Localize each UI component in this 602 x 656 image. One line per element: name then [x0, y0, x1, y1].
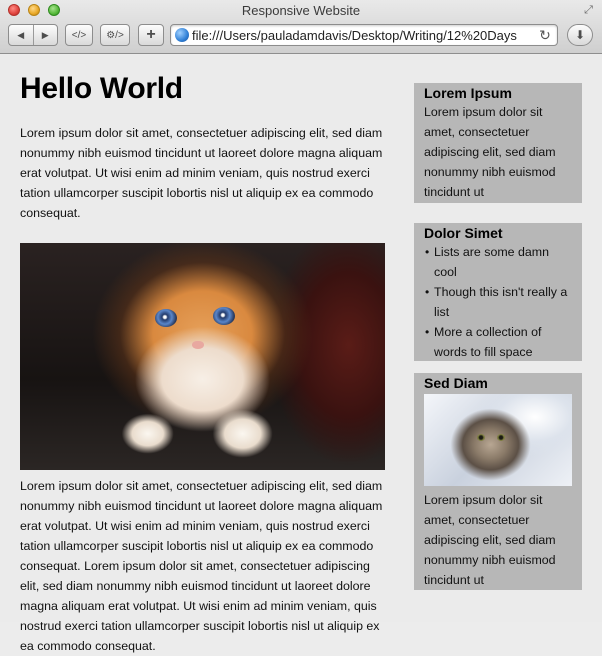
add-bookmark-button[interactable]: +	[138, 24, 164, 46]
kitten-photo	[20, 243, 385, 470]
sidebar	[414, 83, 582, 590]
sidebar-box-title: Sed Diam	[424, 375, 488, 391]
address-url[interactable]: file:///Users/pauladamdavis/Desktop/Writing/12%20Days	[192, 28, 517, 43]
sidebar-box-sed-diam	[414, 373, 582, 590]
sidebar-box-title: Lorem Ipsum	[424, 85, 512, 101]
list-item: • Lists are some damn cool	[424, 242, 572, 282]
reload-icon[interactable]: ↻	[539, 27, 551, 43]
sidebar-box-text: Lorem ipsum dolor sit amet, consectetuer adipiscing elit, sed diam nonummy nibh euismod tincidunt ut	[424, 493, 556, 587]
sidebar-box-title: Dolor Simet	[424, 225, 503, 241]
tabby-eye-left	[477, 434, 485, 441]
page-viewport[interactable]	[0, 55, 602, 653]
list-item: • Though this isn't really a list	[424, 282, 572, 322]
sidebar-list	[424, 242, 572, 362]
kitten-eye-right	[213, 307, 235, 325]
view-source-button[interactable]: </>	[65, 24, 93, 46]
window-title: Responsive Website	[241, 3, 361, 18]
page-title: Hello World	[20, 72, 183, 105]
main-content	[20, 55, 385, 656]
back-button[interactable]: ◀	[17, 29, 25, 40]
browser-chrome	[0, 0, 602, 54]
tabby-kitten-photo	[424, 394, 572, 486]
intro-paragraph: Lorem ipsum dolor sit amet, consectetuer adipiscing elit, sed diam nonummy nibh euismod tincidunt ut laoreet dolore magna aliquam erat volutpat. Ut wisi enim ad minim veniam, quis nostrud exerci tation ullamcorper suscipit lobortis nisl ut aliquip ex ea commodo consequat.	[20, 126, 383, 220]
browser-toolbar	[0, 22, 602, 52]
forward-button[interactable]: ▶	[41, 29, 49, 40]
developer-tools-button[interactable]: ⚙/>	[100, 24, 130, 46]
sidebar-box-text: Lorem ipsum dolor sit amet, consectetuer adipiscing elit, sed diam nonummy nibh euismod tincidunt ut	[424, 105, 556, 199]
address-bar[interactable]	[170, 24, 558, 46]
back-forward-group	[8, 24, 58, 46]
kitten-eye-left	[155, 309, 177, 327]
title-bar	[0, 0, 602, 22]
downloads-button[interactable]: ⬇	[567, 24, 593, 46]
sidebar-box-dolor-simet	[414, 223, 582, 361]
fullscreen-icon[interactable]: ⤢	[584, 4, 593, 16]
tabby-eye-right	[497, 434, 505, 441]
kitten-nose	[192, 341, 204, 349]
globe-icon	[175, 28, 189, 42]
sidebar-box-lorem-ipsum	[414, 83, 582, 203]
body-paragraph: Lorem ipsum dolor sit amet, consectetuer adipiscing elit, sed diam nonummy nibh euismod tincidunt ut laoreet dolore magna aliquam erat volutpat. Ut wisi enim ad minim veniam, quis nostrud exerci tation ullamcorper suscipit lobortis nisl ut aliquip ex ea commodo consequat. Lorem ipsum dolor sit amet, consectetuer adipiscing elit, sed diam nonummy nibh euismod tincidunt ut laoreet dolore magna aliquam erat volutpat. Ut wisi enim ad minim veniam, quis nostrud exerci tation ullamcorper suscipit lobortis nisl ut aliquip ex ea commodo consequat.	[20, 479, 383, 653]
list-item: • More a collection of words to fill space	[424, 322, 572, 362]
